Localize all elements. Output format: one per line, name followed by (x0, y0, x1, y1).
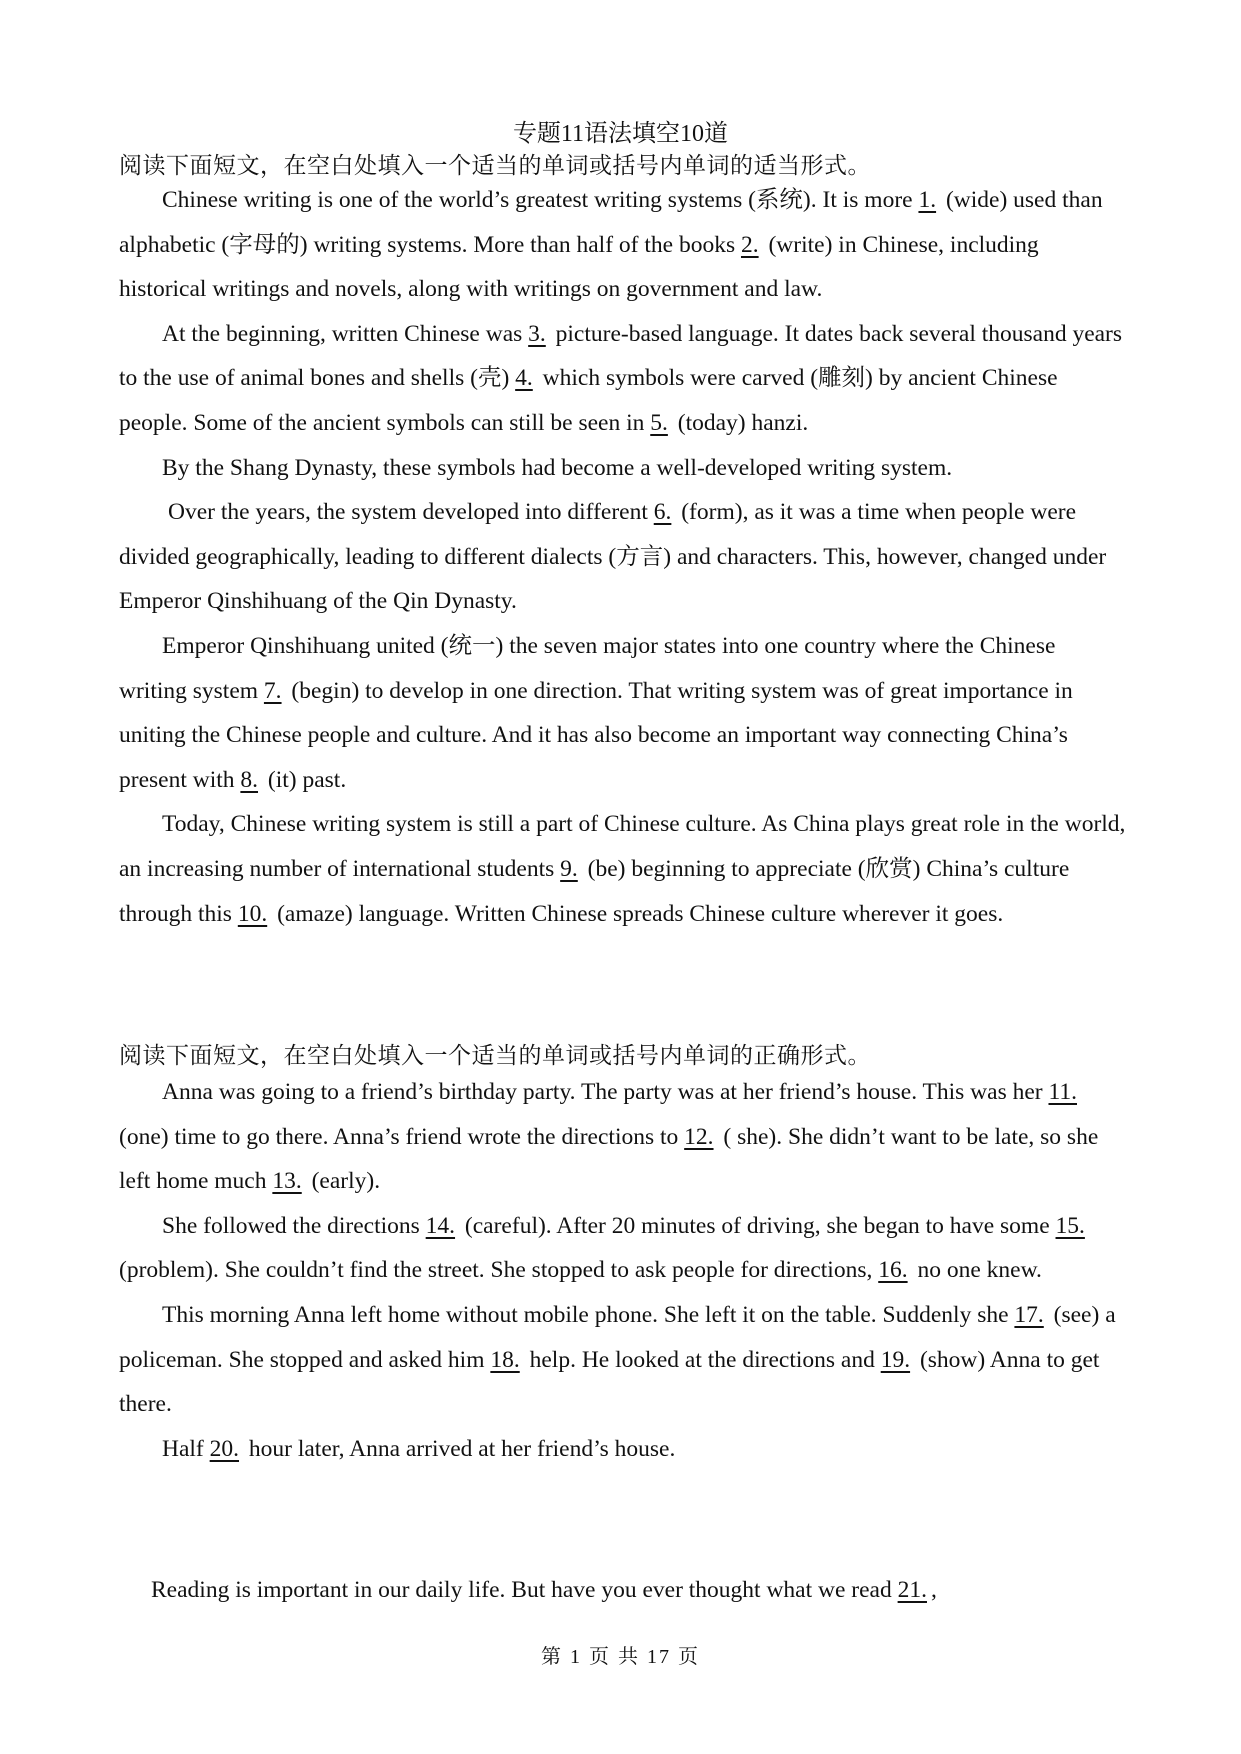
text-run: (careful). After 20 minutes of driving, she began to have some (459, 1212, 1056, 1239)
text-run: Chinese writing is one of the world’s greatest writing systems (系统). It is more (162, 187, 919, 213)
section2-paragraph-2 (119, 1204, 1129, 1293)
text-run: Today, Chinese writing system is still a part of Chinese culture. As China plays great role in the world, an increasing number of international students (119, 811, 1126, 882)
blank-13[interactable]: 13. (272, 1168, 302, 1195)
blank-4[interactable]: 4. (515, 365, 533, 392)
text-run: Anna was going to a friend’s birthday party. The party was at her friend’s house. This was her (162, 1079, 1049, 1105)
text-run: (show) Anna to get there. (119, 1346, 1100, 1418)
page-title: 专题11语法填空10道 (512, 121, 729, 147)
text-run: Emperor Qinshihuang united (统一) the seven major states into one country where the Chinese writing system (119, 632, 1056, 704)
section1-passage (119, 178, 1129, 936)
text-run: She followed the directions (162, 1212, 426, 1239)
section1-paragraph-4 (119, 490, 1129, 624)
blank-18[interactable]: 18. (490, 1346, 520, 1373)
section1-instruction: 阅读下面短文，在空白处填入一个适当的单词或括号内单词的适当形式。 (119, 153, 871, 179)
text-run: (write) in Chinese, including historical writings and novels, along with writings on government and law. (119, 231, 1039, 303)
blank-12[interactable]: 12. (684, 1123, 714, 1150)
text-run: help. He looked at the directions and (523, 1346, 881, 1373)
blank-15[interactable]: 15. (1055, 1212, 1085, 1239)
blank-21[interactable]: 21. (897, 1577, 927, 1603)
blank-5[interactable]: 5. (650, 409, 668, 436)
text-run: (today) hanzi. (671, 409, 809, 436)
text-run: (amaze) language. Written Chinese spreads Chinese culture wherever it goes. (271, 900, 1004, 927)
text-run: picture-based language. It dates back several thousand years to the use of animal bones and shells (壳) (119, 320, 1123, 392)
text-run: At the beginning, written Chinese was (162, 320, 529, 347)
blank-17[interactable]: 17. (1014, 1301, 1044, 1328)
blank-9[interactable]: 9. (560, 855, 578, 882)
section1-paragraph-1 (119, 178, 1129, 312)
text-run: hour later, Anna arrived at her friend’s house. (243, 1435, 676, 1462)
section1-paragraph-2 (119, 312, 1129, 446)
text-run: which symbols were carved (雕刻) by ancient Chinese people. Some of the ancient symbols can still be seen in (119, 365, 1058, 436)
section3-passage (119, 1568, 1129, 1613)
blank-7[interactable]: 7. (263, 677, 282, 704)
text-run: ( she). She didn’t want to be late, so she left home much (119, 1123, 1099, 1195)
section3-paragraph-1 (119, 1568, 1129, 1613)
text-run: This morning Anna left home without mobile phone. She left it on the table. Suddenly she (162, 1301, 1015, 1328)
section1-paragraph-5 (119, 624, 1129, 802)
section2-paragraph-3 (119, 1293, 1129, 1427)
text-run: Reading is important in our daily life. But have you ever thought what we read (151, 1577, 898, 1603)
text-run: (early). (305, 1168, 381, 1195)
blank-19[interactable]: 19. (880, 1346, 911, 1373)
text-run: (one) time to go there. Anna’s friend wrote the directions to (119, 1123, 685, 1150)
blank-14[interactable]: 14. (425, 1212, 456, 1239)
text-run: Over the years, the system developed into different (168, 499, 654, 526)
section2-paragraph-1 (119, 1070, 1129, 1204)
text-run: (form), as it was a time when people were divided geographically, leading to different dialects (方言) and characters. This, however, changed under Emperor Qinshihuang of the Qin Dynasty. (119, 499, 1107, 615)
section1-paragraph-3: By the Shang Dynasty, these symbols had become a well-developed writing system. (162, 454, 953, 481)
text-run: , (930, 1577, 937, 1603)
blank-16[interactable]: 16. (878, 1257, 908, 1284)
text-run: (it) past. (262, 766, 347, 793)
blank-2[interactable]: 2. (740, 231, 759, 258)
section2-paragraph-4 (119, 1427, 1129, 1472)
text-run: Half (162, 1435, 210, 1462)
section2-passage (119, 1070, 1129, 1471)
text-run: no one knew. (911, 1257, 1042, 1284)
section2-instruction: 阅读下面短文，在空白处填入一个适当的单词或括号内单词的正确形式。 (119, 1043, 871, 1069)
text-run: (problem). She couldn’t find the street. She stopped to ask people for directions, (119, 1257, 879, 1284)
text-run: (wide) used than alphabetic (字母的) writing systems. More than half of the books (119, 187, 1103, 258)
text-run: (be) beginning to appreciate (欣赏) China’s culture through this (119, 855, 1070, 927)
blank-3[interactable]: 3. (528, 320, 546, 347)
text-run: (begin) to develop in one direction. That writing system was of great importance in uniting the Chinese people and culture. And it has also become an important way connecting China’s present with (119, 677, 1073, 793)
blank-11[interactable]: 11. (1048, 1079, 1077, 1105)
blank-10[interactable]: 10. (237, 900, 268, 927)
blank-8[interactable]: 8. (240, 766, 259, 793)
blank-6[interactable]: 6. (653, 499, 672, 526)
section1-paragraph-6 (119, 802, 1129, 936)
blank-1[interactable]: 1. (918, 187, 937, 213)
blank-20[interactable]: 20. (209, 1435, 240, 1462)
text-run: (see) a policeman. She stopped and asked him (119, 1301, 1116, 1373)
page-footer: 第 1 页 共 17 页 (541, 1646, 700, 1668)
